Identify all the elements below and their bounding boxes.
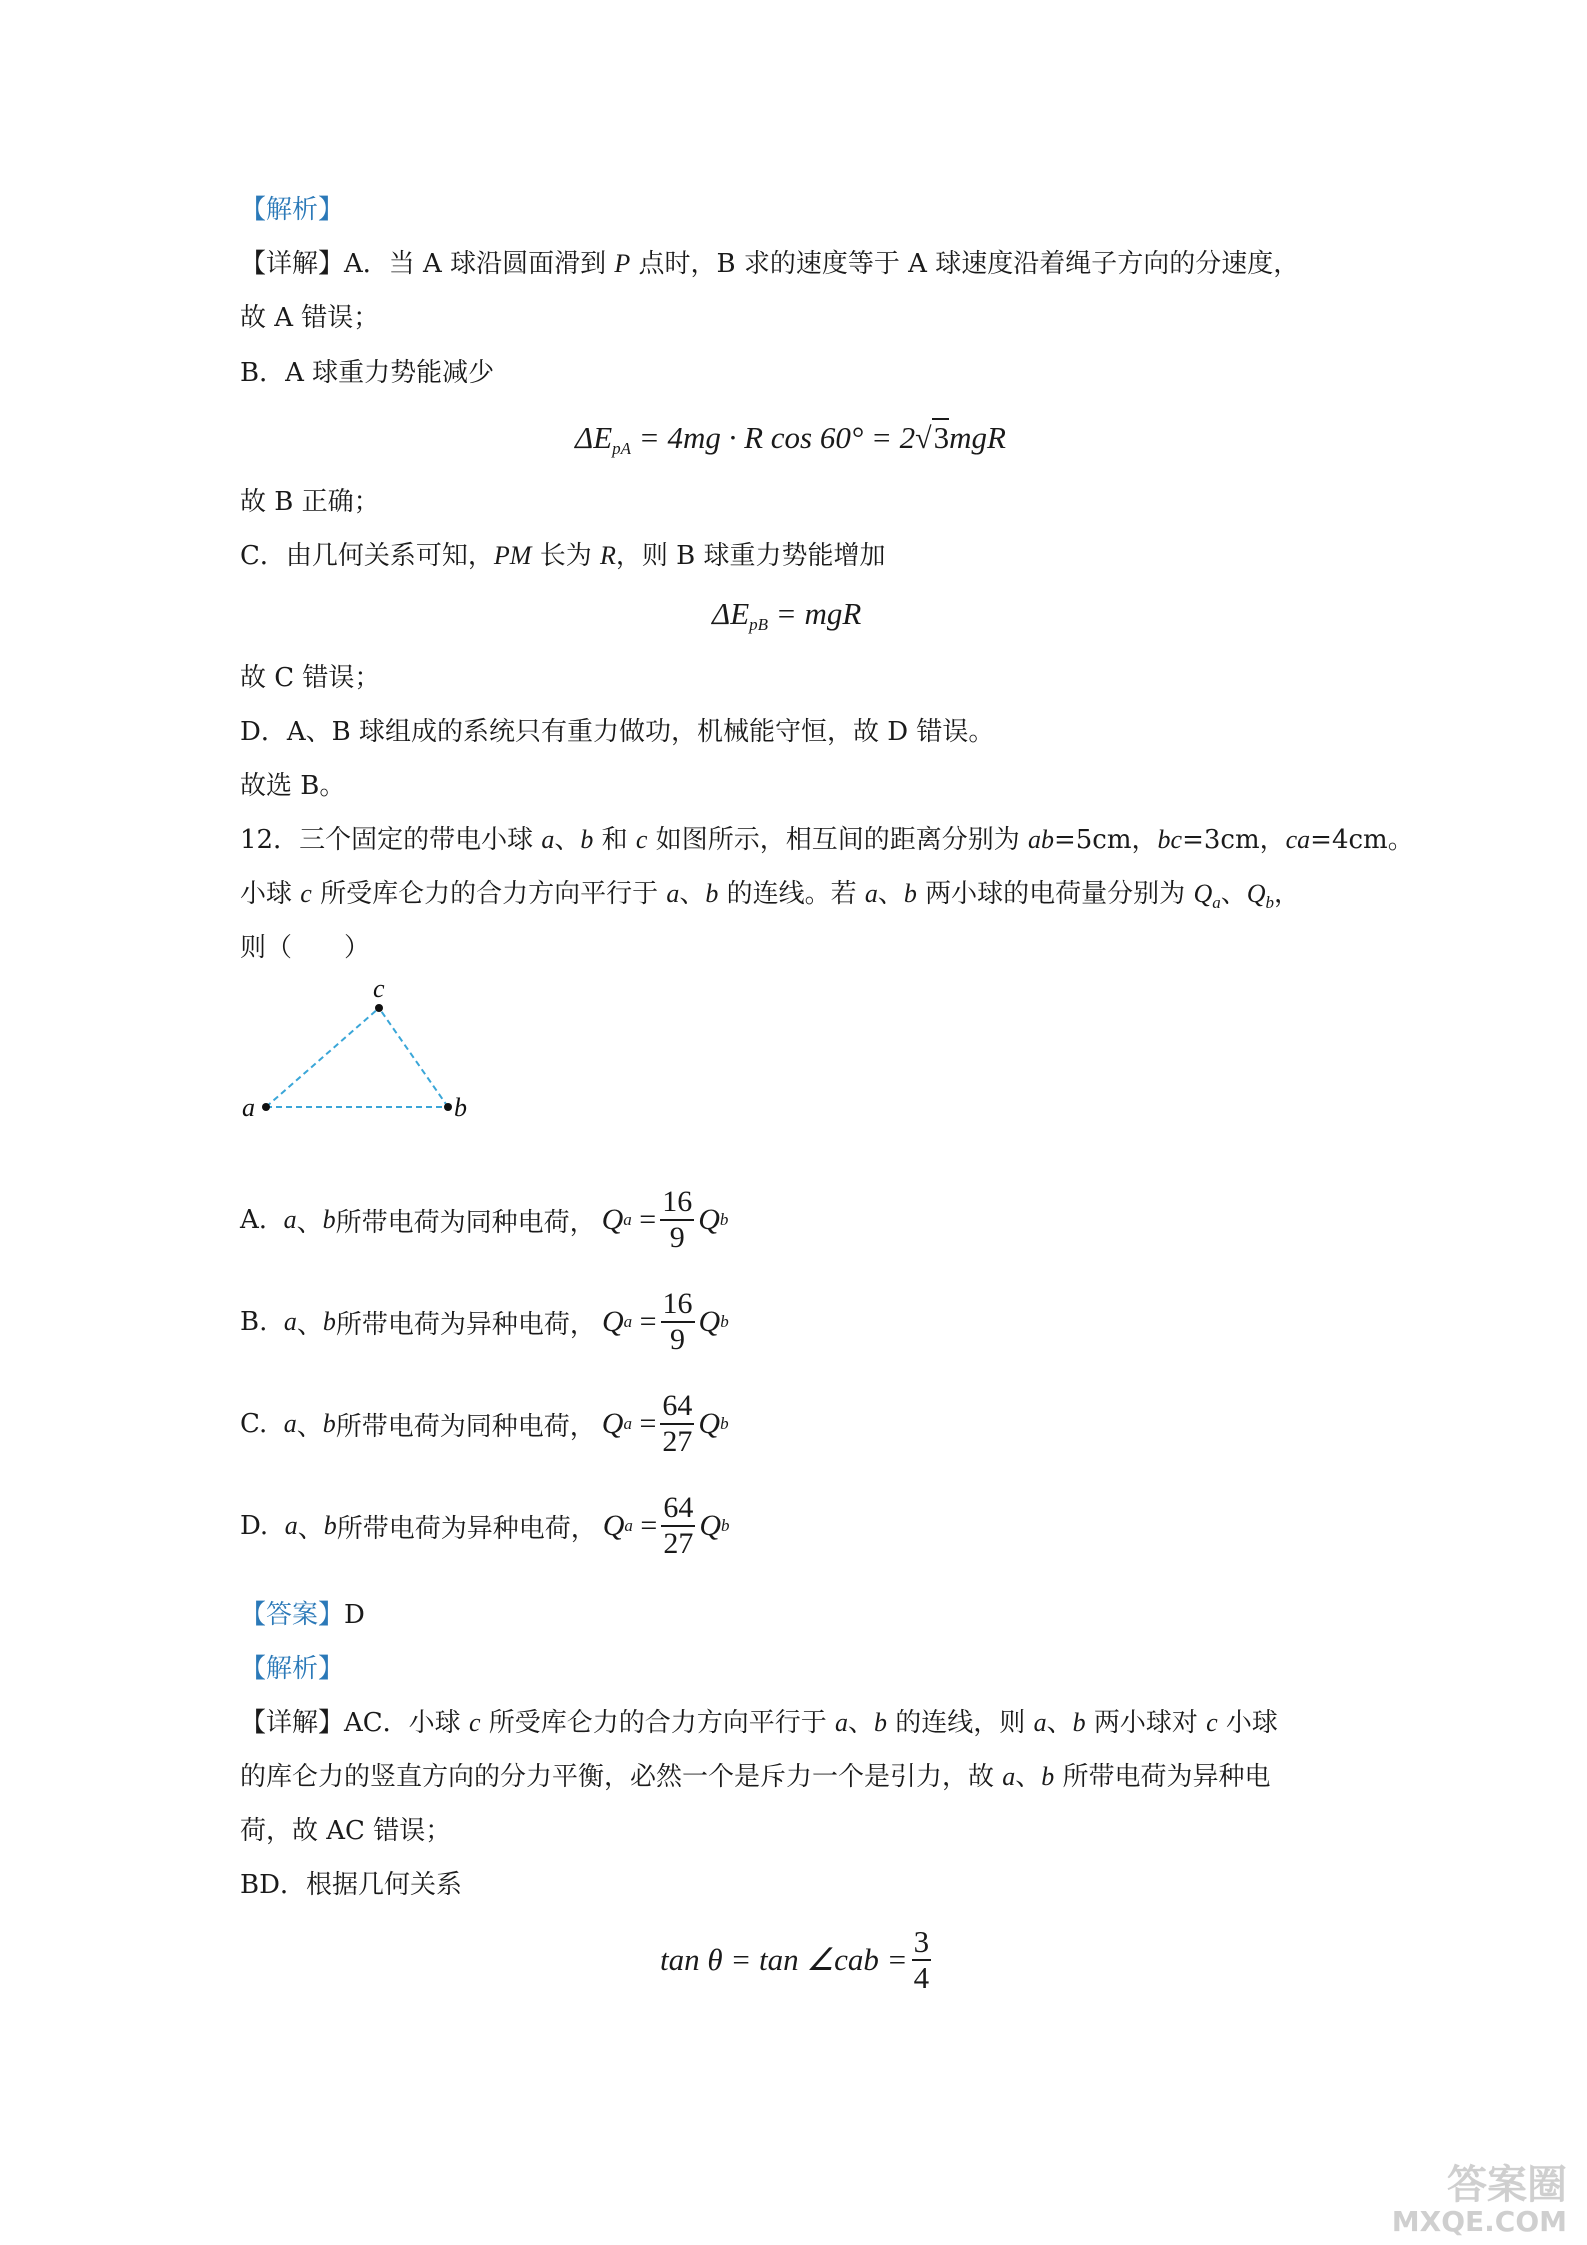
option-b[interactable]: B. a 、 b 所带电荷为异种电荷， Q a = $\frac{16}{9}$ Q b xyxy=(240,1287,729,1356)
detail-bd-line: BD．根据几何关系 xyxy=(240,1870,462,1900)
equation-tan-theta: tan θ = tan ∠cab = $\frac{3}{4}$ xyxy=(660,1924,930,1995)
option-d-line: D．A、B 球组成的系统只有重力做功，机械能守恒，故 D 错误。 xyxy=(240,717,995,747)
option-c-line: C．由几何关系可知，PM 长为 R，则 B 球重力势能增加 xyxy=(240,541,886,571)
detail-ac-line3: 荷，故 AC 错误； xyxy=(240,1816,452,1846)
option-b-line: B．A 球重力势能减少 xyxy=(240,358,495,388)
final-choice: 故选 B。 xyxy=(240,771,346,801)
analysis-heading: 【解析】 xyxy=(240,195,345,225)
watermark-logo: 答案圈 xyxy=(1447,2162,1567,2208)
label-b: b xyxy=(454,1093,467,1122)
point-b xyxy=(444,1103,452,1111)
question-12-line1: 12．三个固定的带电小球 a、b 和 c 如图所示，相互间的距离分别为 ab=5cm，bc=3cm，ca=4cm。 xyxy=(240,825,1414,855)
question-12-line3: 则（ ） xyxy=(240,933,371,963)
option-c[interactable]: C. a 、 b 所带电荷为同种电荷， Q a = $\frac{64}{27}$ Q b xyxy=(240,1389,729,1458)
analysis-heading-2: 【解析】 xyxy=(240,1654,345,1684)
question-12-line2: 小球 c 所受库仑力的合力方向平行于 a、b 的连线。若 a、b 两小球的电荷量分别为 $Q_a$、$Q_b$， xyxy=(240,879,1301,912)
label-a: a xyxy=(242,1093,255,1122)
detail-line-a2: 故 A 错误； xyxy=(240,303,380,333)
option-a[interactable]: A. a 、 b 所带电荷为同种电荷， Q a = $\frac{16}{9}$ Q b xyxy=(240,1185,729,1254)
label-c: c xyxy=(373,975,385,1003)
answer-line: 【答案】D xyxy=(240,1600,365,1630)
detail-ac-line1: 【详解】AC．小球 c 所受库仑力的合力方向平行于 a、b 的连线，则 a、b 两小球对 c 小球 xyxy=(240,1708,1278,1738)
point-a xyxy=(262,1103,270,1111)
b-result: 故 B 正确； xyxy=(240,487,380,517)
watermark xyxy=(1392,2163,1567,2237)
watermark-url: MXQE.COM xyxy=(1391,2205,1567,2238)
side-bc xyxy=(379,1008,448,1107)
side-ac xyxy=(266,1008,379,1107)
detail-ac-line2: 的库仑力的竖直方向的分力平衡，必然一个是斥力一个是引力，故 a、b 所带电荷为异种电 xyxy=(240,1762,1271,1792)
equation-delta-epa: $\Delta E_{pA} = 4mg \cdot R$ cos 60° = 2√3mgR xyxy=(575,420,1006,458)
equation-delta-epb: $\Delta E_{pB}$ = mgR xyxy=(712,596,862,634)
detail-line-a: 【详解】A．当 A 球沿圆面滑到 P 点时，B 求的速度等于 A 球速度沿着绳子方向的分速度， xyxy=(240,249,1300,279)
point-c xyxy=(375,1004,383,1012)
option-d[interactable]: D. a 、 b 所带电荷为异种电荷， Q a = $\frac{64}{27}$ Q b xyxy=(240,1491,730,1560)
triangle-figure xyxy=(230,975,490,1125)
c-result: 故 C 错误； xyxy=(240,663,381,693)
